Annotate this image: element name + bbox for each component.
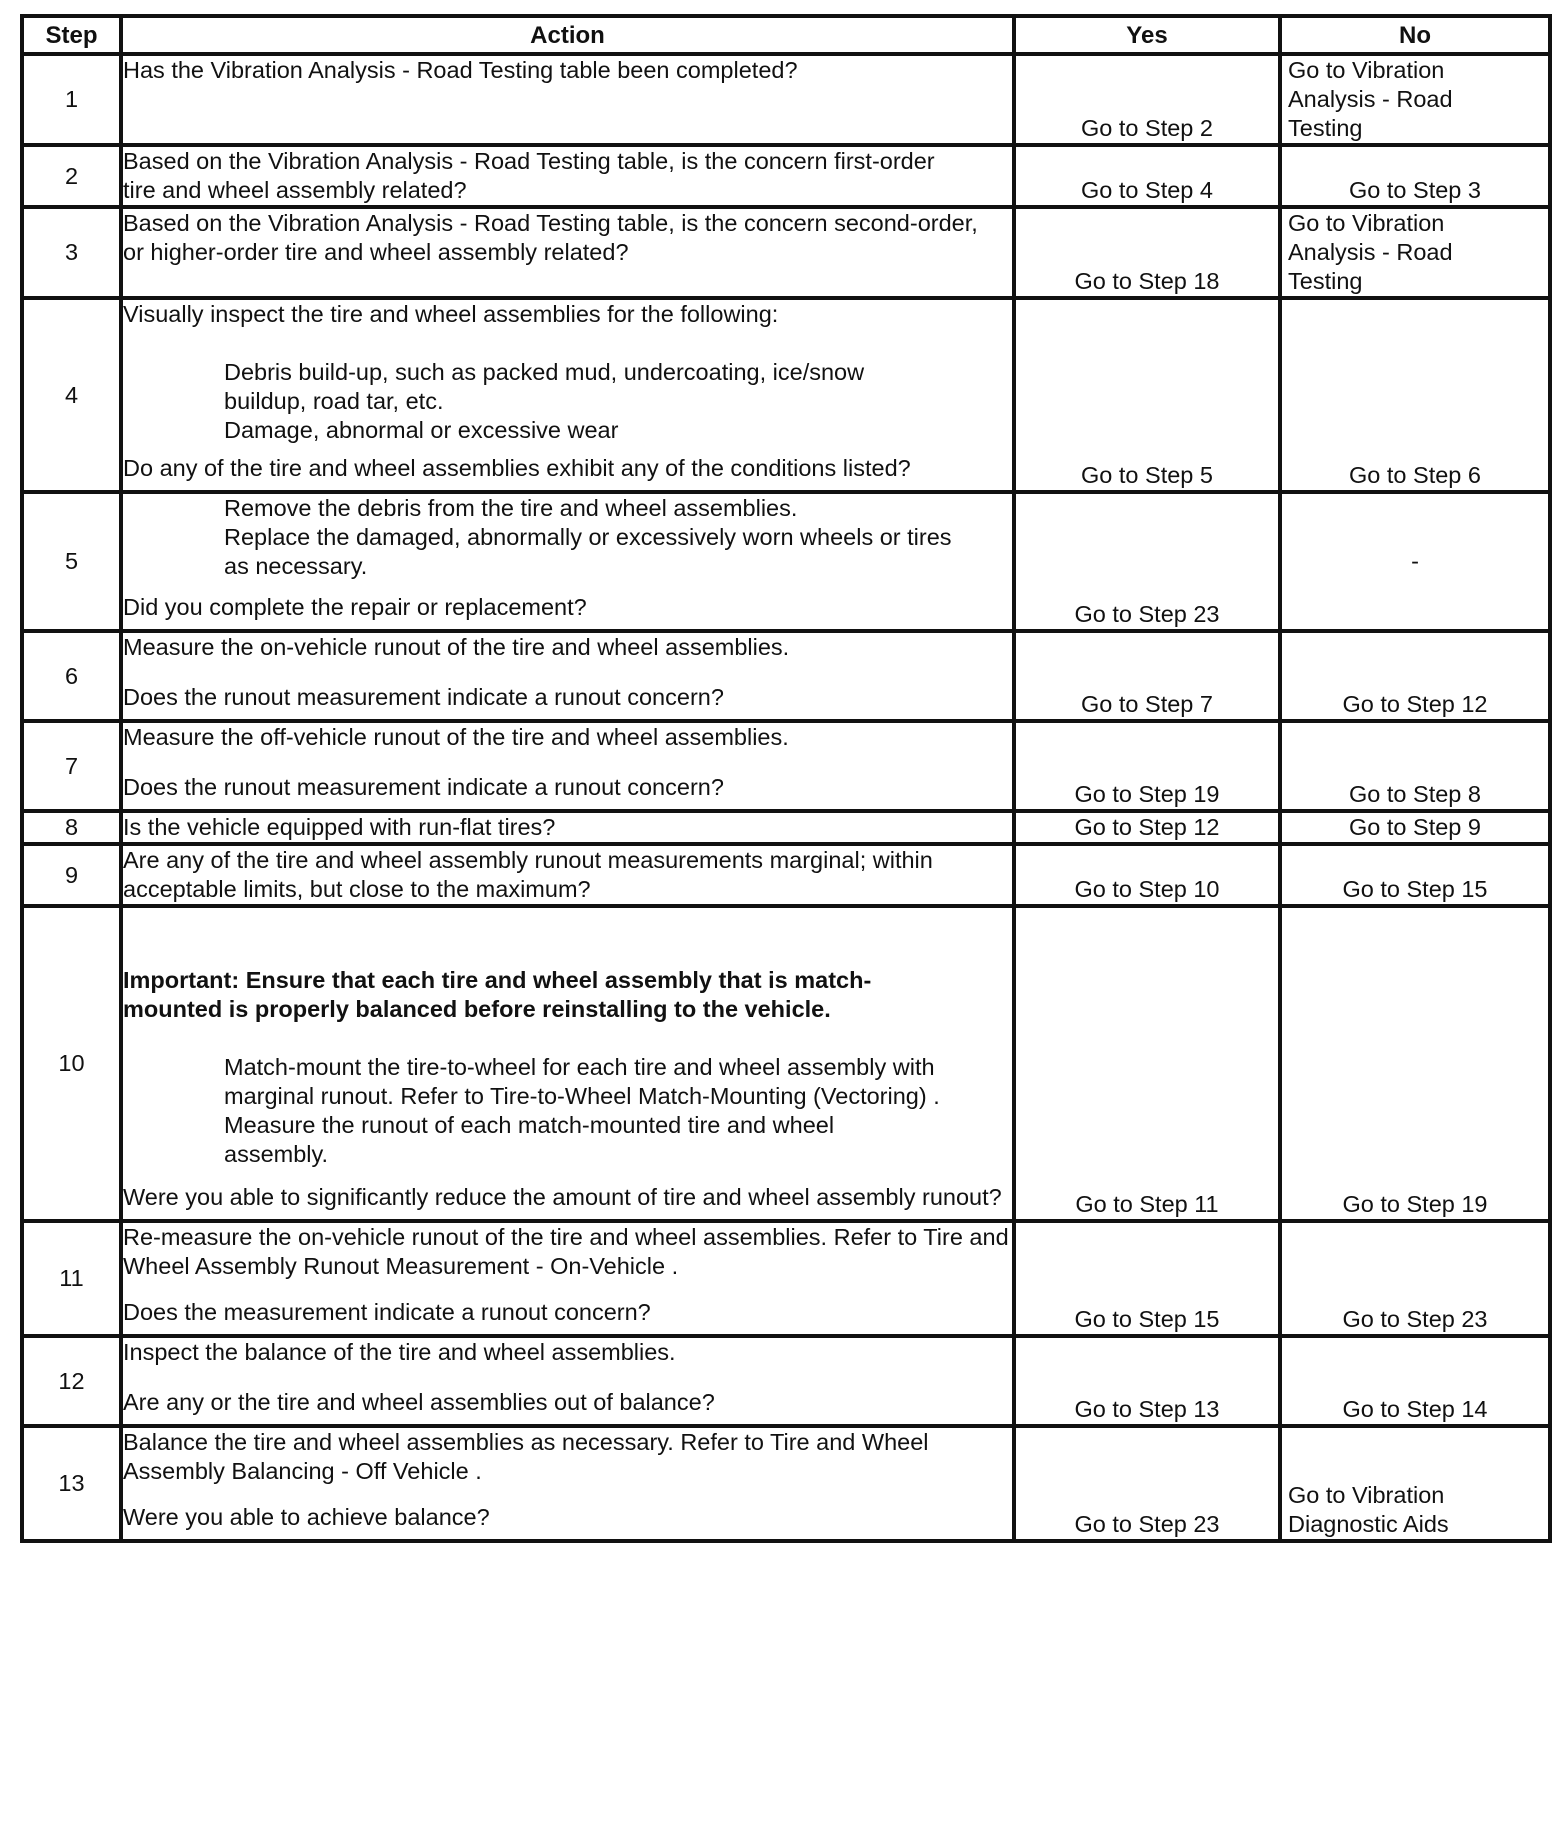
- action-cell: [121, 492, 1014, 631]
- table-row: [22, 207, 1550, 298]
- action-intro: Measure the off-vehicle runout of the tire and wheel assemblies.: [123, 724, 789, 750]
- yes-cell: Go to Step 7: [1014, 631, 1280, 721]
- header-yes: Yes: [1014, 16, 1280, 54]
- table-row: [22, 492, 1550, 631]
- action-question: Does the runout measurement indicate a runout concern?: [123, 774, 724, 800]
- action-question: Do any of the tire and wheel assemblies exhibit any of the conditions listed?: [123, 455, 911, 481]
- yes-cell: Go to Step 15: [1014, 1221, 1280, 1336]
- action-question: Does the measurement indicate a runout concern?: [123, 1299, 651, 1325]
- action-cell: [121, 906, 1014, 1221]
- action-question: Were you able to significantly reduce the amount of tire and wheel assembly runout?: [123, 1184, 1002, 1210]
- no-cell: Go to Step 9: [1280, 811, 1550, 844]
- action-bullet: Remove the debris from the tire and wheel assemblies.: [224, 495, 798, 521]
- yes-cell: Go to Step 18: [1014, 207, 1280, 298]
- header-action: Action: [121, 16, 1014, 54]
- action-cell: [121, 54, 1014, 145]
- step-number: 5: [22, 492, 121, 631]
- important-note: Important: Ensure that each tire and wheel assembly that is match-mounted is properly balanced before reinstalling to the vehicle.: [123, 967, 872, 1022]
- no-cell: Go to Step 23: [1280, 1221, 1550, 1336]
- action-question: Are any or the tire and wheel assemblies out of balance?: [123, 1389, 715, 1415]
- action-cell: [121, 1336, 1014, 1426]
- table-row: [22, 54, 1550, 145]
- no-cell: Go to Step 8: [1280, 721, 1550, 811]
- table-header-row: [22, 16, 1550, 54]
- table-row: [22, 298, 1550, 492]
- no-cell: Go to Vibration Diagnostic Aids: [1280, 1426, 1550, 1541]
- action-bullet: Debris build-up, such as packed mud, undercoating, ice/snow buildup, road tar, etc.: [224, 359, 865, 414]
- table-row: [22, 1336, 1550, 1426]
- action-question: Is the vehicle equipped with run-flat tires?: [123, 814, 556, 840]
- no-cell: -: [1280, 492, 1550, 631]
- yes-cell: Go to Step 19: [1014, 721, 1280, 811]
- action-bullet: Measure the runout of each match-mounted tire and wheel assembly.: [224, 1112, 835, 1167]
- no-cell: Go to Vibration Analysis - Road Testing: [1280, 54, 1550, 145]
- yes-cell: Go to Step 2: [1014, 54, 1280, 145]
- action-intro: Measure the on-vehicle runout of the tire and wheel assemblies.: [123, 634, 790, 660]
- step-number: 11: [22, 1221, 121, 1336]
- step-number: 2: [22, 145, 121, 207]
- step-number: 13: [22, 1426, 121, 1541]
- action-cell: [121, 1426, 1014, 1541]
- no-cell: Go to Step 3: [1280, 145, 1550, 207]
- no-cell: Go to Step 6: [1280, 298, 1550, 492]
- yes-cell: Go to Step 5: [1014, 298, 1280, 492]
- no-cell: Go to Step 15: [1280, 844, 1550, 906]
- action-cell: [121, 298, 1014, 492]
- yes-cell: Go to Step 4: [1014, 145, 1280, 207]
- yes-cell: Go to Step 10: [1014, 844, 1280, 906]
- table-row: [22, 1426, 1550, 1541]
- step-number: 9: [22, 844, 121, 906]
- no-cell: Go to Step 12: [1280, 631, 1550, 721]
- action-cell: [121, 844, 1014, 906]
- step-number: 1: [22, 54, 121, 145]
- action-text: Has the Vibration Analysis - Road Testing table been completed?: [123, 57, 798, 83]
- action-question: Does the runout measurement indicate a runout concern?: [123, 684, 724, 710]
- action-cell: [121, 811, 1014, 844]
- step-number: 7: [22, 721, 121, 811]
- yes-cell: Go to Step 23: [1014, 492, 1280, 631]
- action-cell: [121, 207, 1014, 298]
- action-question: Were you able to achieve balance?: [123, 1504, 490, 1530]
- action-bullet: Match-mount the tire-to-wheel for each tire and wheel assembly with marginal runout. Refer to Tire-to-Wheel Match-Mounting (Vectoring) .: [224, 1054, 940, 1109]
- yes-cell: Go to Step 11: [1014, 906, 1280, 1221]
- action-text: Based on the Vibration Analysis - Road Testing table, is the concern first-order tire and wheel assembly related?: [123, 148, 935, 203]
- step-number: 6: [22, 631, 121, 721]
- action-text: Based on the Vibration Analysis - Road Testing table, is the concern second-order, or higher-order tire and wheel assembly related?: [123, 210, 978, 265]
- action-intro: Re-measure the on-vehicle runout of the tire and wheel assemblies. Refer to Tire and Wheel Assembly Runout Measurement - On-Vehicle .: [123, 1224, 1009, 1279]
- action-intro: Inspect the balance of the tire and wheel assemblies.: [123, 1339, 676, 1365]
- header-step: Step: [22, 16, 121, 54]
- step-number: 3: [22, 207, 121, 298]
- step-number: 10: [22, 906, 121, 1221]
- action-cell: [121, 721, 1014, 811]
- action-intro: Balance the tire and wheel assemblies as necessary. Refer to Tire and Wheel Assembly Balancing - Off Vehicle .: [123, 1429, 929, 1484]
- action-bullet: Replace the damaged, abnormally or excessively worn wheels or tires as necessary.: [224, 524, 952, 579]
- table-row: [22, 1221, 1550, 1336]
- header-no: No: [1280, 16, 1550, 54]
- no-cell: Go to Step 19: [1280, 906, 1550, 1221]
- table-row: [22, 906, 1550, 1221]
- table-row: [22, 844, 1550, 906]
- action-cell: [121, 145, 1014, 207]
- step-number: 4: [22, 298, 121, 492]
- action-question: Are any of the tire and wheel assembly runout measurements marginal; within acceptable limits, but close to the maximum?: [123, 847, 933, 902]
- action-bullet: Damage, abnormal or excessive wear: [224, 417, 619, 443]
- yes-cell: Go to Step 23: [1014, 1426, 1280, 1541]
- diagnostic-table: [20, 14, 1552, 1543]
- action-question: Did you complete the repair or replacement?: [123, 594, 587, 620]
- yes-cell: Go to Step 12: [1014, 811, 1280, 844]
- table-row: [22, 721, 1550, 811]
- step-number: 8: [22, 811, 121, 844]
- action-cell: [121, 631, 1014, 721]
- no-cell: Go to Vibration Analysis - Road Testing: [1280, 207, 1550, 298]
- table-row: [22, 145, 1550, 207]
- step-number: 12: [22, 1336, 121, 1426]
- no-cell: Go to Step 14: [1280, 1336, 1550, 1426]
- yes-cell: Go to Step 13: [1014, 1336, 1280, 1426]
- table-row: [22, 631, 1550, 721]
- action-intro: Visually inspect the tire and wheel assemblies for the following:: [123, 301, 779, 327]
- table-row: [22, 811, 1550, 844]
- action-cell: [121, 1221, 1014, 1336]
